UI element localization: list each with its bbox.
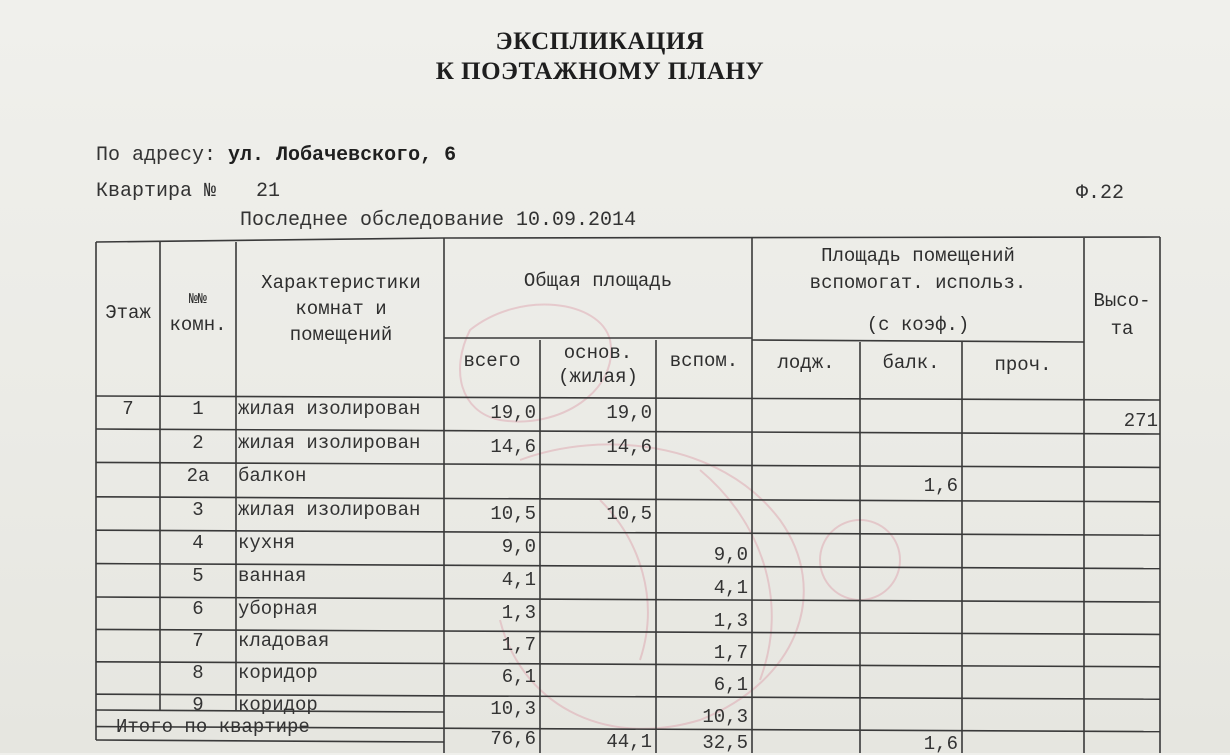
apartment-label: Квартира № bbox=[96, 180, 217, 203]
grid-line bbox=[752, 340, 1084, 342]
cell-balcony: 1,6 bbox=[923, 475, 958, 497]
cell-aux: 6,1 bbox=[713, 674, 748, 696]
cell-aux: 4,1 bbox=[713, 577, 748, 599]
cell-name: балкон bbox=[238, 465, 307, 487]
grid-line bbox=[96, 238, 444, 242]
cell-total: 9,0 bbox=[501, 536, 536, 558]
cell-name: коридор bbox=[238, 694, 318, 716]
cell-room: 4 bbox=[192, 532, 204, 554]
totals-main: 44,1 bbox=[606, 731, 652, 753]
cell-name: кухня bbox=[238, 532, 296, 554]
header-aux-area-line2: вспомогат. использ. bbox=[809, 272, 1027, 294]
cell-aux: 9,0 bbox=[713, 544, 748, 566]
address-value: ул. Лобачевского, 6 bbox=[228, 144, 457, 167]
header-room-no-line1: №№ bbox=[188, 291, 207, 308]
cell-room: 5 bbox=[192, 565, 204, 587]
cell-main: 19,0 bbox=[606, 402, 652, 424]
doc-title-line1: ЭКСПЛИКАЦИЯ bbox=[495, 28, 705, 55]
header-aux-area-line1: Площадь помещений bbox=[821, 245, 1015, 267]
cell-total: 14,6 bbox=[490, 436, 536, 458]
totals-total: 76,6 bbox=[490, 728, 536, 750]
header-loggia: лодж. bbox=[777, 352, 835, 374]
header-floor: Этаж bbox=[105, 302, 151, 324]
totals-balcony: 1,6 bbox=[923, 733, 958, 755]
header-total-area: Общая площадь bbox=[523, 270, 673, 292]
cell-total: 19,0 bbox=[490, 402, 536, 424]
cell-main: 14,6 bbox=[606, 436, 652, 458]
cell-floor: 7 bbox=[122, 398, 134, 420]
cell-main: 10,5 bbox=[606, 503, 652, 525]
header-char-line3: помещений bbox=[289, 324, 393, 346]
header-char-line1: Характеристики bbox=[261, 272, 421, 294]
cell-name: кладовая bbox=[238, 630, 330, 652]
cell-room: 2 bbox=[192, 432, 204, 454]
header-other: проч. bbox=[994, 354, 1052, 376]
cell-aux: 10,3 bbox=[702, 706, 748, 728]
cell-total: 10,5 bbox=[490, 503, 536, 525]
cell-room: 1 bbox=[192, 398, 204, 420]
cell-total: 6,1 bbox=[501, 666, 536, 688]
cell-name: коридор bbox=[238, 662, 318, 684]
cell-total: 4,1 bbox=[501, 569, 536, 591]
cell-name: жилая изолирован bbox=[238, 432, 421, 454]
cell-room: 7 bbox=[192, 630, 204, 652]
header-height-line1: Высо- bbox=[1093, 290, 1151, 312]
header-char-line2: комнат и bbox=[295, 298, 387, 320]
grid-line bbox=[444, 237, 1160, 238]
apartment-number: 21 bbox=[256, 180, 281, 203]
header-aux: вспом. bbox=[669, 350, 739, 372]
cell-total: 1,3 bbox=[501, 602, 536, 624]
header-main-line1: основ. bbox=[563, 342, 633, 364]
totals-aux: 32,5 bbox=[702, 732, 748, 754]
cell-height: 271 bbox=[1123, 410, 1158, 432]
header-balcony: балк. bbox=[882, 352, 940, 374]
cell-room: 2а bbox=[186, 465, 210, 487]
header-main-line2: (жилая) bbox=[558, 366, 638, 388]
cell-total: 10,3 bbox=[490, 698, 536, 720]
cell-name: жилая изолирован bbox=[238, 398, 421, 420]
cell-room: 3 bbox=[192, 499, 204, 521]
cell-name: уборная bbox=[238, 598, 318, 620]
cell-total: 1,7 bbox=[501, 634, 536, 656]
form-code: Ф.22 bbox=[1076, 182, 1125, 205]
cell-room: 6 bbox=[192, 598, 204, 620]
header-height-line2: та bbox=[1110, 318, 1134, 340]
header-room-no-line2: комн. bbox=[169, 314, 227, 336]
cell-aux: 1,7 bbox=[713, 642, 748, 664]
cell-aux: 1,3 bbox=[713, 610, 748, 632]
totals-label: Итого по квартире bbox=[116, 716, 310, 738]
cell-name: ванная bbox=[238, 565, 307, 587]
header-total: всего bbox=[463, 350, 521, 372]
header-aux-area-line3: (с коэф.) bbox=[866, 314, 970, 336]
address-label: По адресу: bbox=[96, 144, 217, 167]
survey-date-line: Последнее обследование 10.09.2014 bbox=[240, 209, 637, 232]
cell-room: 9 bbox=[192, 694, 204, 716]
doc-title-line2: К ПОЭТАЖНОМУ ПЛАНУ bbox=[435, 58, 765, 85]
cell-room: 8 bbox=[192, 662, 204, 684]
grid-line bbox=[96, 740, 444, 742]
cell-name: жилая изолирован bbox=[238, 499, 421, 521]
